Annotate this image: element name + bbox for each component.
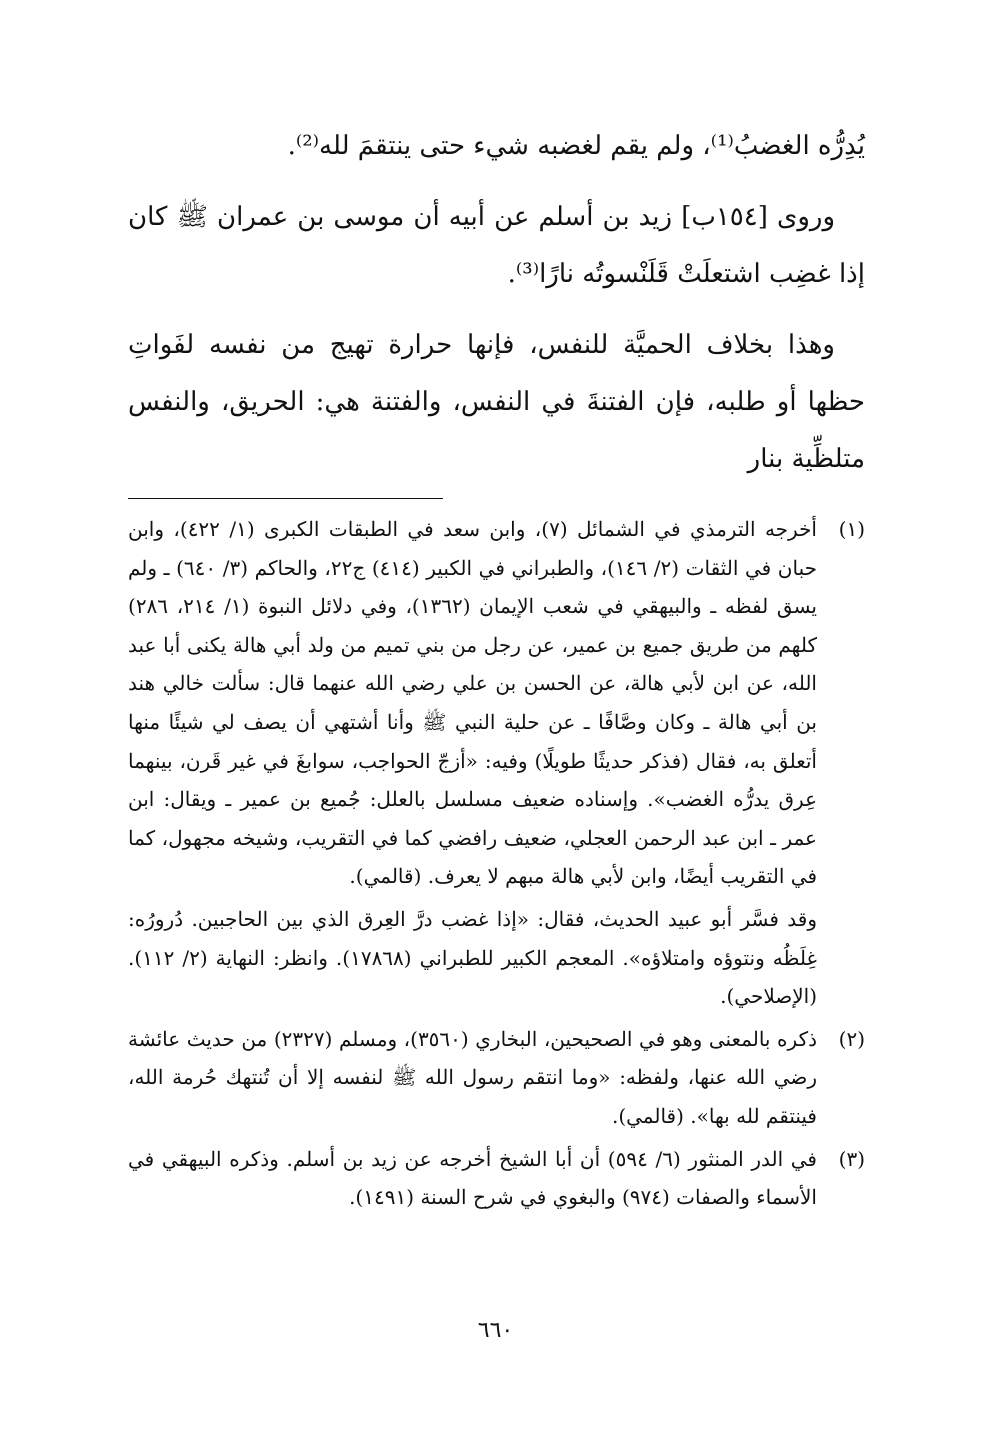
footnote-2-text: ذكره بالمعنى وهو في الصحيحين، البخاري (٣٥٦٠)، ومسلم (٢٣٢٧) من حديث عائشة رضي الله عنها، ولفظه: «وما انتقم رسول الله ﷺ لنفسه إلا أن تُنتهك حُرمة الله، فينتقم لله بها». (قالمي). (128, 1026, 817, 1128)
footnote-3-number: (٣) (838, 1146, 865, 1171)
footnote-divider-line (128, 498, 443, 499)
footnote-2 (128, 1020, 865, 1136)
main-paragraph-3: وهذا بخلاف الحميَّة للنفس، فإنها حرارة تهيج من نفسه لفَواتِ حظها أو طلبه، فإن الفتنةَ في النفس، والفتنة هي: الحريق، والنفس متلظِّية بنار (128, 330, 865, 474)
footnotes (128, 510, 865, 1217)
main-text (128, 118, 865, 488)
main-paragraph-2: وروى [١٥٤ب] زيد بن أسلم عن أبيه أن موسى بن عمران ﷺ كان إذا غضِب اشتعلَتْ قَلَنْسوتُه نارًا⁽³⁾. (128, 202, 865, 289)
footnote-1-number: (١) (838, 517, 865, 541)
footnote-3 (128, 1140, 865, 1217)
footnote-divider (128, 488, 865, 510)
main-paragraph-1: يُدِرُّه الغضبُ⁽¹⁾، ولم يقم لغضبه شيء حتى ينتقمَ لله⁽²⁾. (287, 131, 865, 161)
footnote-1 (128, 510, 865, 896)
footnote-1-text: أخرجه الترمذي في الشمائل (٧)، وابن سعد في الطبقات الكبرى (١/ ٤٢٢)، وابن حبان في الثقات (٢/ ١٤٦)، والطبراني في الكبير (٤١٤) ج٢٢، والحاكم (٣/ ٦٤٠) ـ ولم يسق لفظه ـ والبيهقي في شعب الإيمان (١٣٦٢)، وفي دلائل النبوة (١/ ٢١٤، ٢٨٦) كلهم من طريق جميع بن عمير، عن رجل من بني تميم من ولد أبي هالة يكنى أبا عبد الله، عن ابن لأبي هالة، عن الحسن بن علي رضي الله عنهما قال: سألت خالي هند بن أبي هالة ـ وكان وصَّافًا ـ عن حلية النبي ﷺ وأنا أشتهي أن يصف لي شيئًا منها أتعلق به، فقال (فذكر حديثًا طويلًا) وفيه: «أزجّ الحواجب، سوابغَ في غير قَرن، بينهما عِرق يدرُّه الغضب». وإسناده ضعيف مسلسل بالعلل: جُميع بن عمير ـ ويقال: ابن عمر ـ ابن عبد الرحمن العجلي، ضعيف رافضي كما في التقريب، وشيخه مجهول، كما في التقريب أيضًا، وابن لأبي هالة مبهم لا يعرف. (قالمي). (128, 517, 818, 889)
footnote-2-number: (٢) (838, 1026, 865, 1051)
footnote-1-continuation: وقد فسَّر أبو عبيد الحديث، فقال: «إذا غضب درَّ العِرق الذي بين الحاجبين. دُرورُه: غِلَظُه ونتوؤه وامتلاؤه». المعجم الكبير للطبراني (١٧٨٦٨). وانظر: النهاية (٢/ ١١٢). (الإصلاحي). (128, 906, 817, 1009)
footnote-3-text: في الدر المنثور (٦/ ٥٩٤) أن أبا الشيخ أخرجه عن زيد بن أسلم. وذكره البيهقي في الأسماء والصفات (٩٧٤) والبغوي في شرح السنة (١٤٩١). (128, 1146, 817, 1210)
page-number: ٦٦٠ (477, 1318, 514, 1343)
